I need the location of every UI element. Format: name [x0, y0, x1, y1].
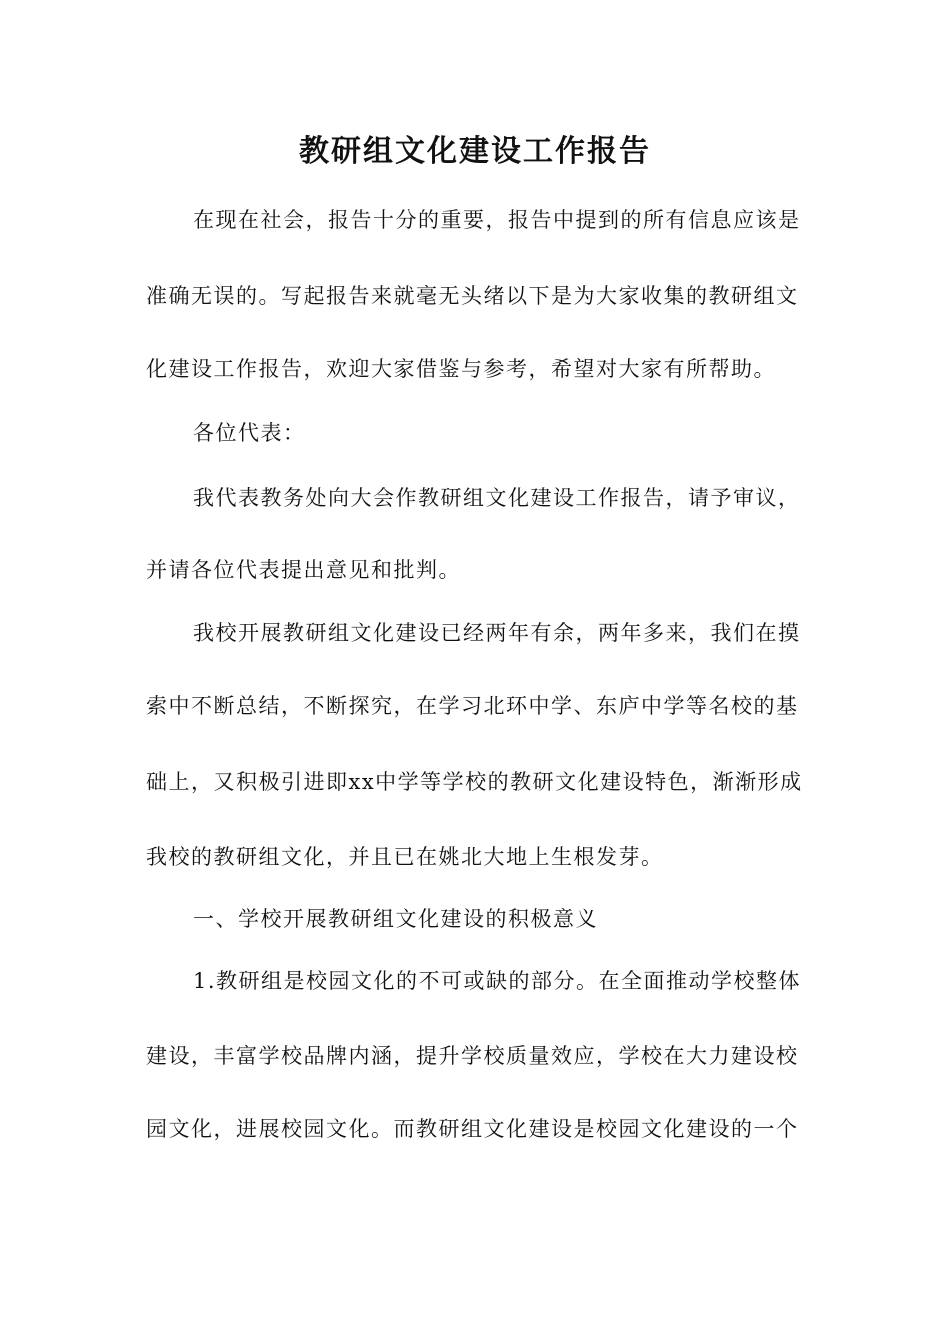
text-line: 园文化，进展校园文化。而教研组文化建设是校园文化建设的一个 [146, 1117, 799, 1141]
text-line: 准确无误的。写起报告来就毫无头绪以下是为大家收集的教研组文 [146, 284, 799, 308]
text-line: 础上，又积极引进即xx中学等学校的教研文化建设特色，渐渐形成 [146, 770, 803, 794]
section-heading: 一、学校开展教研组文化建设的积极意义 [193, 907, 598, 931]
text-line: 在现在社会，报告十分的重要，报告中提到的所有信息应该是 [193, 208, 801, 232]
text-line: 我校开展教研组文化建设已经两年有余，两年多来，我们在摸 [193, 621, 801, 645]
text-line: 索中不断总结，不断探究，在学习北环中学、东庐中学等名校的基 [146, 694, 799, 718]
document-title: 教研组文化建设工作报告 [299, 134, 651, 169]
text-line: 各位代表： [193, 421, 306, 445]
text-line: 建设，丰富学校品牌内涵，提升学校质量效应，学校在大力建设校 [146, 1044, 799, 1068]
text-line: 我代表教务处向大会作教研组文化建设工作报告，请予审议， [193, 486, 801, 510]
text-line: 我校的教研组文化，并且已在姚北大地上生根发芽。 [146, 845, 664, 869]
text-line: 化建设工作报告，欢迎大家借鉴与参考，希望对大家有所帮助。 [146, 357, 776, 381]
text-line: 1.教研组是校园文化的不可或缺的部分。在全面推动学校整体 [193, 969, 802, 993]
text-line: 并请各位代表提出意见和批判。 [146, 558, 461, 582]
